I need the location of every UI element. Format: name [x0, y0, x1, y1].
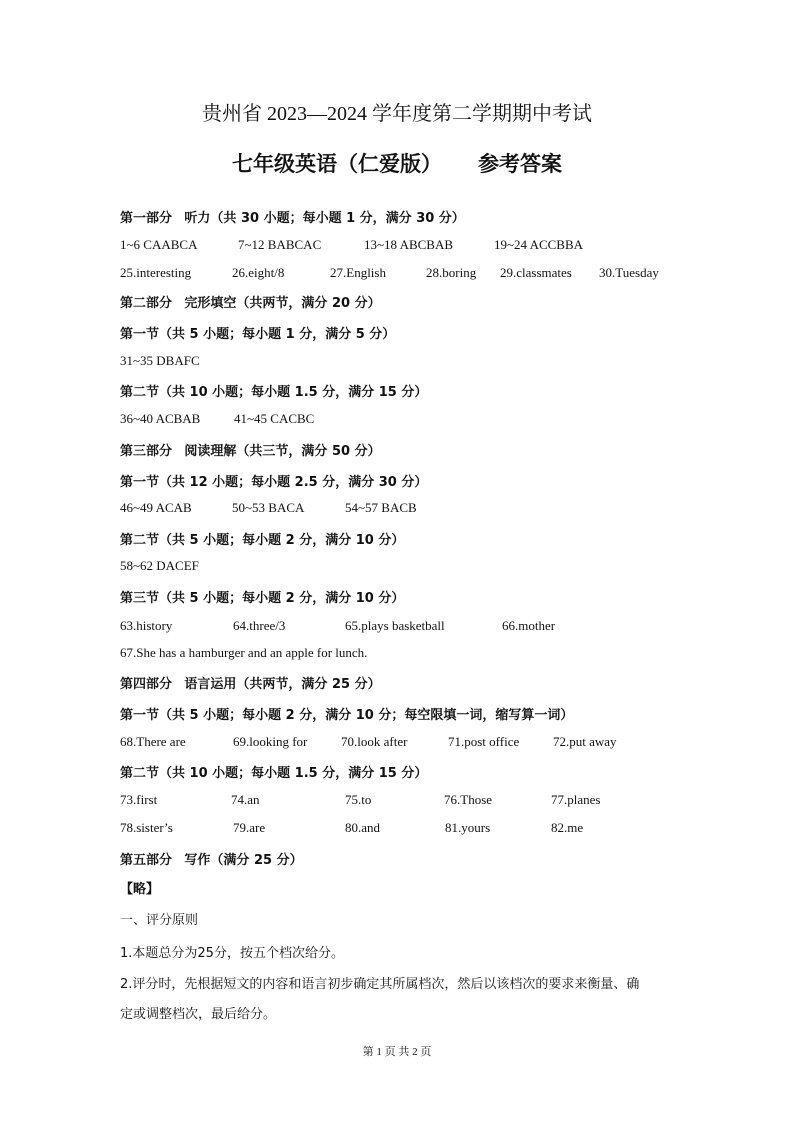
answer-item: 75.to — [345, 792, 372, 807]
answer-item: 26.eight/8 — [232, 265, 285, 280]
answer-group: 7~12 BABCAC — [238, 237, 322, 252]
part1-title: 听力（共 30 小题；每小题 1 分，满分 30 分） — [184, 211, 465, 226]
answer-group: 50~53 BACA — [232, 500, 305, 515]
omitted-note: 【略】 — [120, 882, 160, 897]
part3-title: 阅读理解（共三节，满分 50 分） — [184, 444, 381, 459]
part3-section2-heading: 第二节（共 5 小题；每小题 2 分，满分 10 分） — [120, 533, 405, 548]
answer-item: 72.put away — [553, 734, 617, 749]
answer-item: 27.English — [330, 265, 386, 280]
answer-group: 19~24 ACCBBA — [494, 237, 584, 252]
answer-item: 80.and — [345, 820, 381, 835]
part4-section1-heading: 第一节（共 5 小题；每小题 2 分，满分 10 分；每空限填一词，缩写算一词） — [120, 708, 574, 723]
part2-title: 完形填空（共两节，满分 20 分） — [184, 296, 381, 311]
answer-group: 1~6 CAABCA — [120, 237, 198, 252]
part5-label: 第五部分 — [120, 853, 173, 868]
answer-item: 28.boring — [426, 265, 477, 280]
part1-heading — [120, 207, 465, 226]
answer-item: 76.Those — [444, 792, 493, 807]
answer-item: 66.mother — [502, 618, 556, 633]
answer-item: 71.post office — [448, 734, 520, 749]
answer-item: 25.interesting — [120, 265, 192, 280]
part1-label: 第一部分 — [120, 211, 173, 226]
answer-group: 58~62 DACEF — [120, 558, 199, 573]
answer-item: 77.planes — [551, 792, 601, 807]
exam-title: 贵州省 2023—2024 学年度第二学期期中考试 — [202, 103, 592, 125]
part4-section2-heading: 第二节（共 10 小题；每小题 1.5 分，满分 15 分） — [120, 766, 428, 781]
answer-group: 31~35 DBAFC — [120, 353, 200, 368]
part4-heading — [120, 673, 381, 692]
answer-item: 30.Tuesday — [599, 265, 659, 280]
answer-item: 29.classmates — [500, 265, 572, 280]
answer-item: 69.looking for — [233, 734, 308, 749]
part3-label: 第三部分 — [120, 444, 173, 459]
answer-group: 41~45 CACBC — [234, 411, 315, 426]
answer-item: 63.history — [120, 618, 173, 633]
part4-label: 第四部分 — [120, 677, 173, 692]
answer-item: 74.an — [231, 792, 260, 807]
answer-group: 54~57 BACB — [345, 500, 417, 515]
scoring-rule-2: 2.评分时，先根据短文的内容和语言初步确定其所属档次，然后以该档次的要求来衡量、确 — [120, 977, 640, 992]
scoring-rule-1: 1.本题总分为25分，按五个档次给分。 — [120, 946, 344, 961]
scoring-rule-2-continued: 定或调整档次，最后给分。 — [120, 1007, 277, 1022]
part2-section1-heading: 第一节（共 5 小题；每小题 1 分，满分 5 分） — [120, 327, 396, 342]
answer-item: 68.There are — [120, 734, 186, 749]
answer-group: 36~40 ACBAB — [120, 411, 201, 426]
answer-item: 78.sister’s — [120, 820, 173, 835]
answer-item: 70.look after — [341, 734, 408, 749]
part2-label: 第二部分 — [120, 296, 173, 311]
part3-heading — [120, 440, 381, 459]
answer-item: 67.She has a hamburger and an apple for lunch. — [120, 645, 368, 660]
answer-item: 79.are — [233, 820, 266, 835]
answer-item: 64.three/3 — [233, 618, 286, 633]
answer-group: 13~18 ABCBAB — [364, 237, 454, 252]
answer-item: 81.yours — [445, 820, 491, 835]
part5-title: 写作（满分 25 分） — [184, 853, 303, 868]
subject-title — [0, 148, 794, 178]
answer-key-label: 参考答案 — [478, 152, 562, 176]
part3-section1-heading: 第一节（共 12 小题；每小题 2.5 分，满分 30 分） — [120, 475, 428, 490]
part4-title: 语言运用（共两节，满分 25 分） — [184, 677, 381, 692]
answer-item: 73.first — [120, 792, 158, 807]
part2-heading — [120, 292, 381, 311]
answer-item: 65.plays basketball — [345, 618, 445, 633]
part5-heading — [120, 849, 303, 868]
page-footer: 第 1 页 共 2 页 — [362, 1046, 432, 1058]
subject-name: 七年级英语（仁爱版） — [232, 152, 442, 176]
scoring-principles-title: 一、评分原则 — [120, 913, 199, 928]
part3-section3-heading: 第三节（共 5 小题；每小题 2 分，满分 10 分） — [120, 591, 405, 606]
answer-item: 82.me — [551, 820, 584, 835]
part2-section2-heading: 第二节（共 10 小题；每小题 1.5 分，满分 15 分） — [120, 385, 428, 400]
answer-group: 46~49 ACAB — [120, 500, 192, 515]
